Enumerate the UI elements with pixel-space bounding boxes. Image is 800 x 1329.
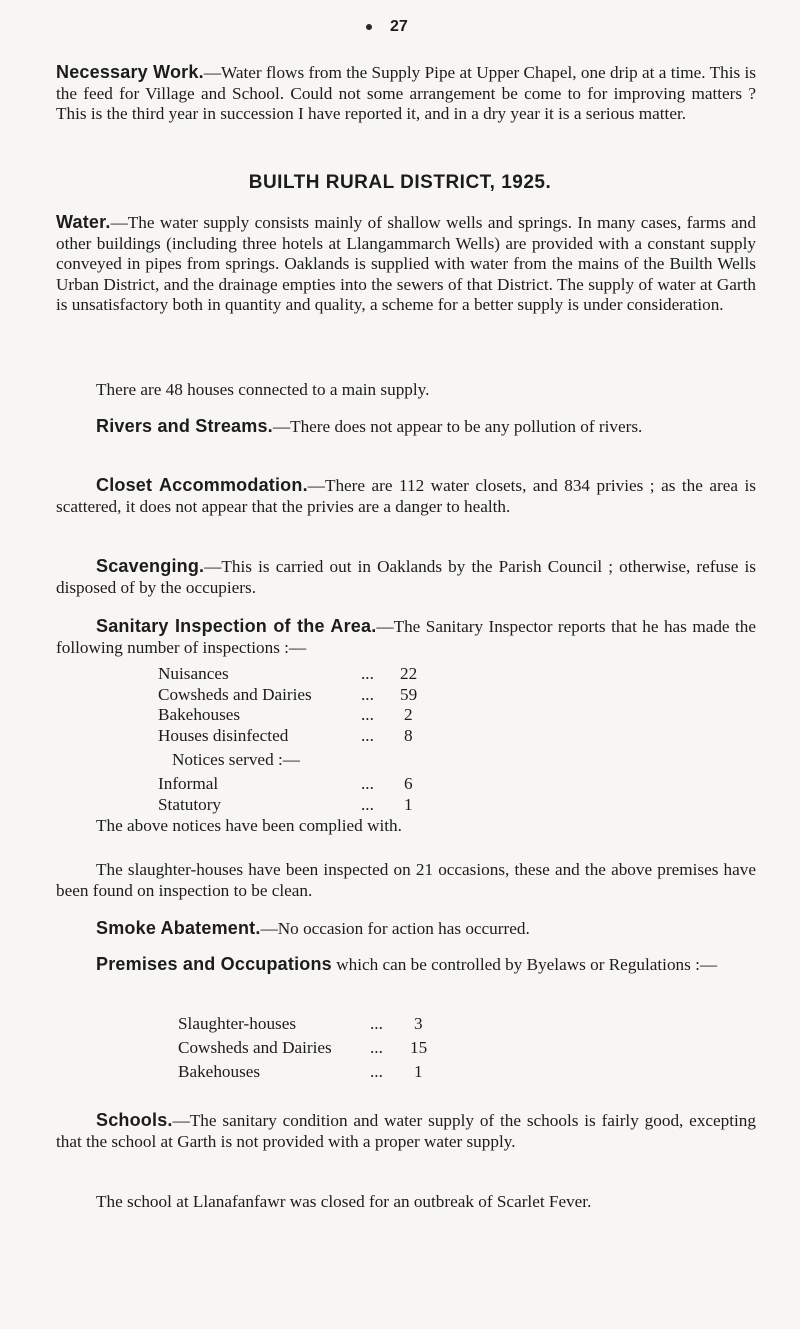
- row-label: Statutory: [158, 794, 222, 814]
- necessary-work-paragraph: [56, 62, 756, 125]
- slaughter-paragraph: [56, 860, 756, 901]
- premises-paragraph: [56, 954, 756, 976]
- table-row: [158, 685, 538, 706]
- row-label: Informal: [158, 774, 219, 794]
- table-row: [158, 774, 538, 795]
- row-value: 22: [400, 664, 418, 683]
- row-label: Bakehouses: [178, 1062, 261, 1081]
- row-leader: ...: [361, 774, 374, 794]
- school-closed-paragraph: [56, 1192, 756, 1213]
- smoke-paragraph: [56, 918, 756, 940]
- row-label: Nuisances: [158, 664, 229, 683]
- table-row: [178, 1060, 558, 1084]
- row-value: 1: [414, 1062, 423, 1081]
- necessary-work-heading: Necessary Work.: [56, 62, 204, 82]
- smoke-heading: Smoke Abatement.: [96, 918, 261, 938]
- table-row: [178, 1036, 558, 1060]
- premises-table: [178, 1012, 558, 1084]
- scavenging-text: —This is carried out in Oaklands by the Parish Council ; otherwise, refuse is disposed of by the occupiers.: [56, 557, 756, 597]
- smoke-text: —No occasion for action has occurred.: [260, 919, 530, 938]
- houses-connected-text: There are 48 houses connected to a main supply.: [96, 380, 430, 399]
- table-row: [158, 705, 538, 726]
- row-value: 8: [404, 725, 413, 745]
- row-label: Houses disinfected: [158, 725, 289, 745]
- table-row: [158, 795, 538, 816]
- notices-heading: Notices served :—: [172, 750, 300, 770]
- necessary-work-text: —Water flows from the Supply Pipe at Upper Chapel, one drip at a time. This is the feed for Village and School. Could not some arrangement be come to for improving matters ? This is the third year in succession I have reported it, and in a dry year it is a serious matter.: [56, 63, 756, 124]
- row-leader: ...: [370, 1062, 383, 1081]
- row-leader: ...: [361, 664, 374, 683]
- section-title: BUILTH RURAL DISTRICT, 1925.: [248, 172, 552, 193]
- rivers-heading: Rivers and Streams.: [96, 416, 273, 436]
- sanitary-text: —The Sanitary Inspector reports that he has made the following number of inspections :—: [56, 617, 756, 657]
- bullet-mark: [366, 24, 372, 30]
- water-paragraph: [56, 212, 756, 316]
- closet-paragraph: [56, 475, 756, 517]
- inspections-table: [158, 664, 538, 816]
- table-row: [158, 726, 538, 747]
- page-number: 27: [390, 18, 408, 35]
- slaughter-text: The slaughter-houses have been inspected on 21 occasions, these and the above premises have been found on inspection to be clean.: [56, 860, 756, 900]
- rivers-paragraph: [56, 416, 756, 438]
- row-value: 15: [410, 1038, 428, 1057]
- table-row: [158, 664, 538, 685]
- row-leader: ...: [361, 725, 374, 745]
- row-leader: ...: [361, 794, 374, 814]
- closet-text: —There are 112 water closets, and 834 privies ; as the area is scattered, it does not appear that the privies are a danger to health.: [56, 476, 756, 516]
- notices-complied-text: The above notices have been complied with.: [96, 816, 402, 835]
- school-closed-text: The school at Llanafanfawr was closed for an outbreak of Scarlet Fever.: [96, 1192, 592, 1211]
- row-label: Bakehouses: [158, 705, 241, 725]
- row-label: Cowsheds and Dairies: [158, 684, 312, 704]
- rivers-text: —There does not appear to be any pollution of rivers.: [272, 417, 643, 436]
- premises-heading: Premises and Occupations: [96, 954, 332, 974]
- water-text: —The water supply consists mainly of shallow wells and springs. In many cases, farms and other buildings (including three hotels at Llangammarch Wells) are provided with a constant supply conveyed in pipes from springs. Oaklands is supplied with water from the mains of the Builth Wells Urban District, and the drainage empties into the sewers of that District. The supply of water at Garth is unsatisfactory both in quantity and quality, a scheme for a better supply is under consideration.: [56, 213, 756, 315]
- schools-text: —The sanitary condition and water supply of the schools is fairly good, excepting that the school at Garth is not provided with a proper water supply.: [56, 1111, 756, 1151]
- row-value: 2: [404, 705, 413, 725]
- row-leader: ...: [370, 1038, 383, 1057]
- row-value: 1: [404, 794, 413, 814]
- row-leader: ...: [361, 705, 374, 725]
- scavenging-paragraph: [56, 556, 756, 598]
- row-leader: ...: [370, 1014, 383, 1033]
- water-heading: Water.: [56, 212, 111, 232]
- schools-paragraph: [56, 1110, 756, 1152]
- row-value: 59: [400, 684, 418, 704]
- row-value: 6: [404, 774, 413, 794]
- scavenging-heading: Scavenging.: [96, 556, 205, 576]
- sanitary-paragraph: [56, 616, 756, 658]
- sanitary-heading: Sanitary Inspection of the Area.: [96, 616, 377, 636]
- row-value: 3: [414, 1014, 423, 1033]
- row-label: Cowsheds and Dairies: [178, 1038, 332, 1057]
- closet-heading: Closet Accommodation.: [96, 475, 308, 495]
- row-label: Slaughter-houses: [178, 1014, 297, 1033]
- table-row: [178, 1012, 558, 1036]
- premises-text: which can be controlled by Byelaws or Regulations :—: [331, 955, 718, 974]
- schools-heading: Schools.: [96, 1110, 173, 1130]
- row-leader: ...: [361, 684, 374, 704]
